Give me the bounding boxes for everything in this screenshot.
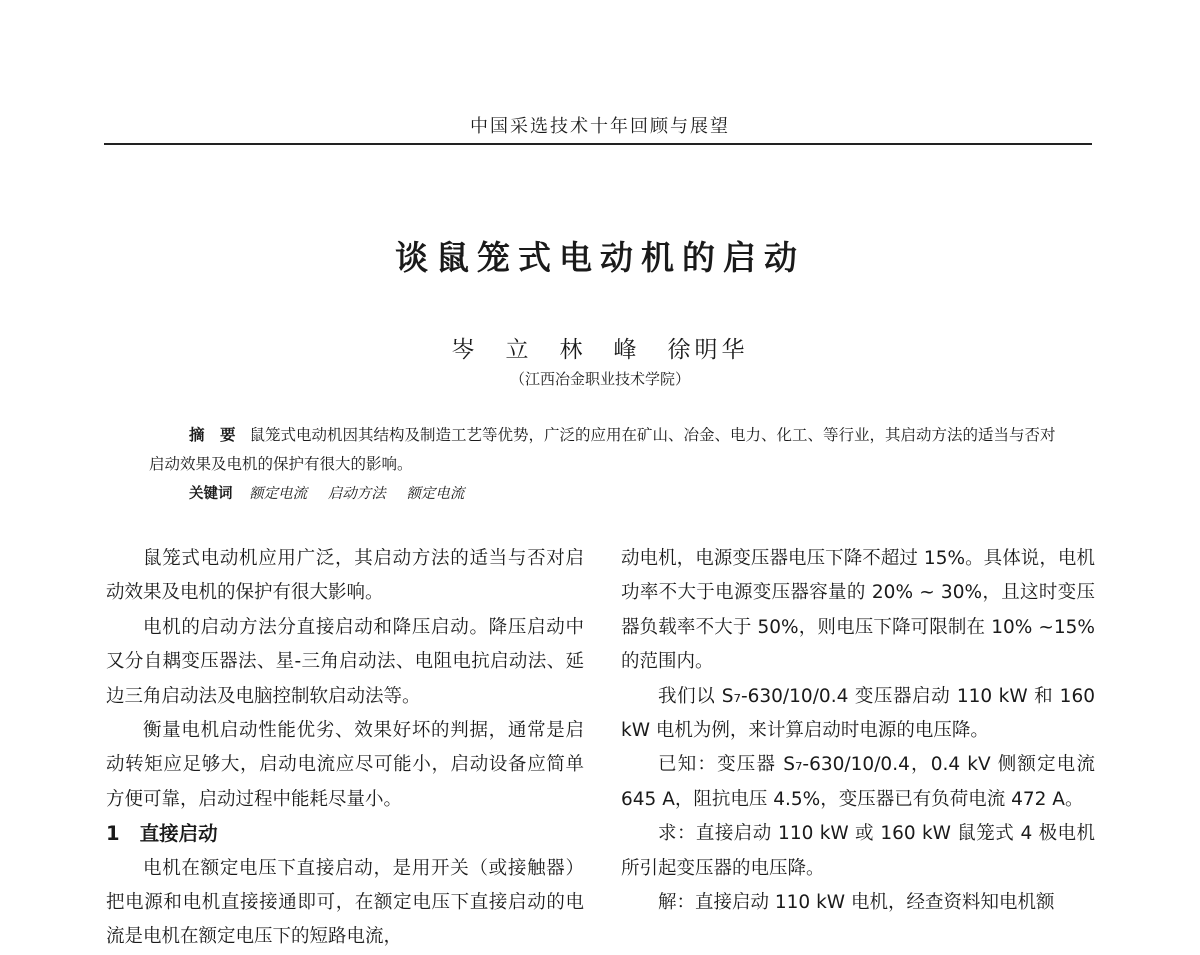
article-title: 谈鼠笼式电动机的启动 <box>395 238 805 277</box>
running-title: 中国采选技术十年回顾与展望 <box>470 116 730 137</box>
keyword: 额定电流 <box>249 486 308 502</box>
keyword: 额定电流 <box>406 486 465 502</box>
keyword: 启动方法 <box>327 486 386 502</box>
section-heading <box>106 817 584 851</box>
keywords <box>189 482 480 503</box>
abstract-text: 鼠笼式电动机因其结构及制造工艺等优势，广泛的应用在矿山、冶金、电力、化工、等行业，其启动方法的适当与否对启动效果及电机的保护有很大的影响。 <box>149 426 1056 473</box>
paragraph: 电机的启动方法分直接启动和降压启动。降压启动中又分自耦变压器法、星-三角启动法、电阻电抗启动法、延边三角启动法及电脑控制软启动法等。 <box>106 616 584 707</box>
section-title: 直接启动 <box>139 822 218 846</box>
keywords-label: 关键词 <box>189 486 233 502</box>
paragraph: 求：直接启动 110 kW 或 160 kW 鼠笼式 4 极电机所引起变压器的电压降。 <box>621 823 1095 879</box>
affiliation: （江西冶金职业技术学院） <box>509 370 690 388</box>
header-rule <box>104 143 1092 145</box>
authors: 岑 立 林 峰 徐明华 <box>451 337 749 363</box>
paragraph: 动电机，电源变压器电压下降不超过 15%。具体说，电机功率不大于电源变压器容量的 20% ~ 30%，且这时变压器负载率不大于 50%，则电压下降可限制在 10% ~15% 的范围内。 <box>621 548 1095 673</box>
paragraph: 解：直接启动 110 kW 电机，经查资料知电机额 <box>658 892 1055 914</box>
right-column <box>621 542 1095 920</box>
paragraph: 我们以 S₇-630/10/0.4 变压器启动 110 kW 和 160 kW 电机为例，来计算启动时电源的电压降。 <box>621 685 1095 742</box>
section-number: 1 <box>106 822 120 846</box>
abstract-label: 摘 要 <box>189 426 236 444</box>
paragraph: 电机在额定电压下直接启动，是用开关（或接触器）把电源和电机直接接通即可，在额定电压下直接启动的电流是电机在额定电压下的短路电流， <box>106 857 584 948</box>
paragraph: 衡量电机启动性能优劣、效果好坏的判据，通常是启动转矩应足够大，启动电流应尽可能小，启动设备应简单方便可靠，启动过程中能耗尽量小。 <box>106 720 584 810</box>
paragraph: 已知：变压器 S₇-630/10/0.4，0.4 kV 侧额定电流 645 A，阻抗电压 4.5%，变压器已有负荷电流 472 A。 <box>621 754 1095 810</box>
paragraph: 鼠笼式电动机应用广泛，其启动方法的适当与否对启动效果及电机的保护有很大影响。 <box>106 548 584 604</box>
left-column <box>106 542 584 955</box>
abstract <box>149 421 1069 479</box>
